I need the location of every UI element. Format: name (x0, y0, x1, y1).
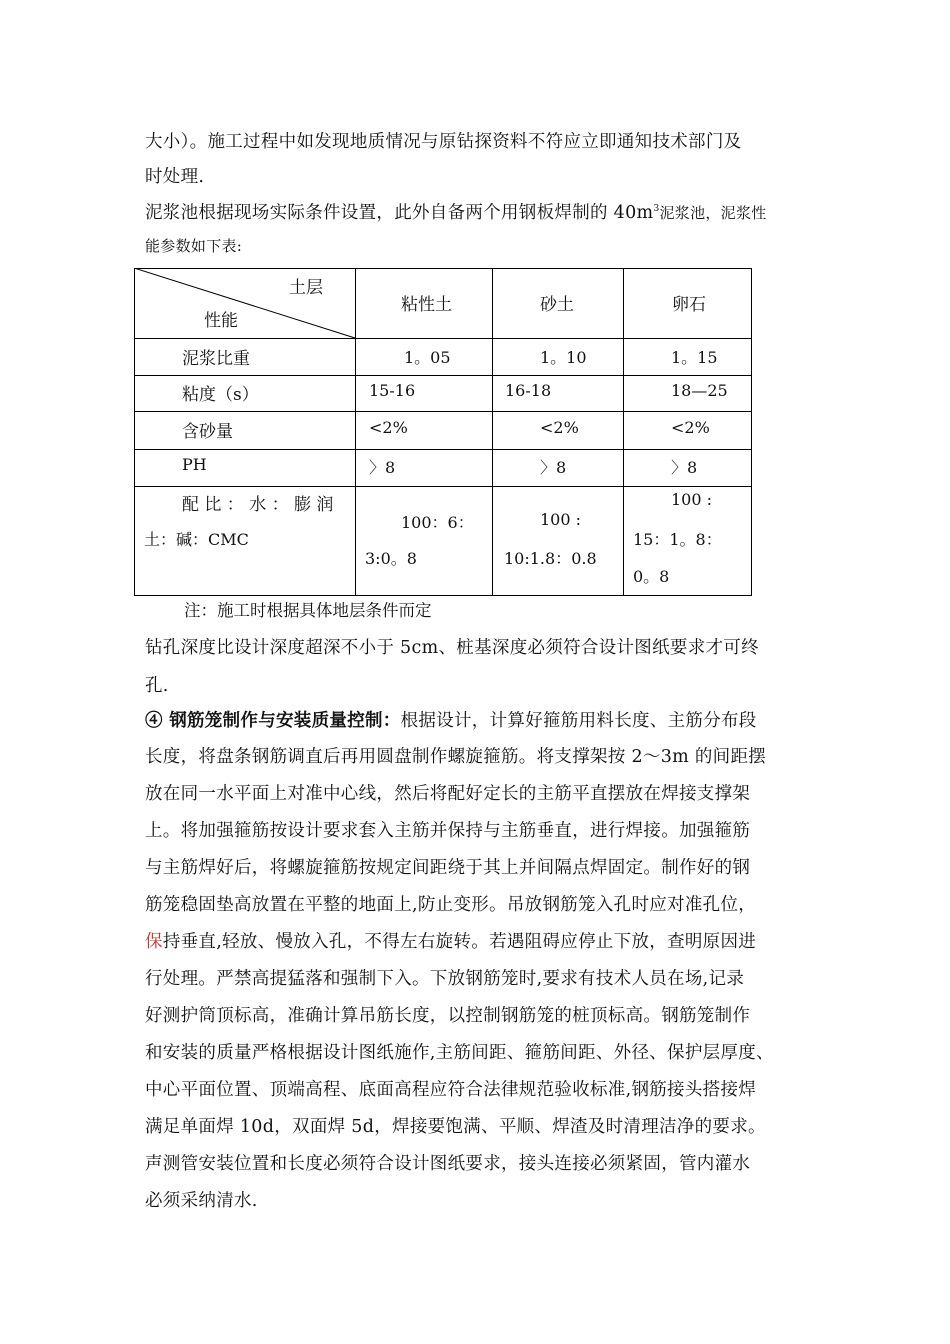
paragraph-line: 长度，将盘条钢筋调直后再用圆盘制作螺旋箍筋。将支撑架按 2～3m 的间距摆 (145, 747, 767, 767)
row-label: 泥浆比重 (182, 349, 250, 369)
paragraph-line: 上。将加强箍筋按设计要求套入主筋并保持与主筋垂直，进行焊接。加强箍筋 (145, 821, 751, 841)
paragraph-line: 大小）。施工过程中如发现地质情况与原钻探资料不符应立即通知技术部门及 (145, 132, 742, 152)
table-rule (134, 486, 752, 487)
paragraph-line (145, 707, 757, 732)
paragraph-line: 筋笼稳固垫高放置在平整的地面上,防止变形。吊放钢筋笼入孔时应对准孔位， (145, 895, 757, 915)
header-diag-bottom: 性能 (204, 311, 238, 331)
paragraph-line: 声测管安装位置和长度必须符合设计图纸要求，接头连接必须紧固，管内灌水 (145, 1154, 751, 1174)
table-rule (134, 375, 752, 376)
table-cell: 1。05 (404, 348, 451, 367)
paragraph-line: 行处理。严禁高提猛落和强制下入。下放钢筋笼时,要求有技术人员在场,记录 (145, 969, 745, 989)
row-label: 土：碱：CMC (144, 530, 249, 549)
table-cell: 15：1。8： (633, 530, 722, 549)
row-label: 含砂量 (182, 422, 233, 442)
table-cell: 3:0。8 (365, 549, 417, 568)
highlighted-char: 保 (145, 932, 163, 952)
table-rule (492, 268, 493, 596)
paragraph-line: 孔. (145, 676, 169, 696)
paragraph-line (145, 928, 756, 953)
paragraph-line: 与主筋焊好后，将螺旋箍筋按规定间距绕于其上并间隔点焊固定。制作好的钢 (145, 858, 751, 878)
row-label: 粘度（s） (182, 385, 259, 405)
section-heading: ④ 钢筋笼制作与安装质量控制： (145, 711, 401, 731)
table-note: 注：施工时根据具体地层条件而定 (184, 601, 432, 620)
paragraph-line: 和安装的质量严格根据设计图纸施作,主筋间距、箍筋间距、外径、保护层厚度、 (145, 1043, 774, 1063)
text-span: 泥浆池根据现场实际条件设置，此外自备两个用钢板焊制的 40m (145, 203, 654, 223)
column-header: 卵石 (672, 295, 706, 315)
column-header: 砂土 (540, 295, 574, 315)
table-cell: 16-18 (505, 381, 552, 400)
paragraph-line (145, 199, 767, 224)
table-cell: 18—25 (671, 381, 728, 400)
table-rule (134, 411, 752, 412)
paragraph-line: 好测护筒顶标高，准确计算吊筋长度，以控制钢筋笼的桩顶标高。钢筋笼制作 (145, 1006, 751, 1026)
table-cell: 10:1.8：0.8 (504, 549, 597, 568)
table-cell: <2% (540, 418, 579, 437)
table-cell: 〉8 (540, 458, 567, 477)
table-rule (751, 268, 752, 596)
table-cell: 〉8 (369, 458, 396, 477)
paragraph-line: 放在同一水平面上对准中心线，然后将配好定长的主筋平直摆放在焊接支撑架 (145, 784, 751, 804)
column-header: 粘性土 (401, 295, 452, 315)
text-span: 泥浆池，泥浆性 (659, 204, 767, 222)
table-rule (623, 268, 624, 596)
table-cell: 100：6： (401, 513, 474, 532)
row-label: 配 比 ： 水 ： 膨 润 (182, 495, 334, 515)
paragraph-line: 时处理. (145, 167, 205, 187)
superscript: 3 (653, 204, 660, 214)
paragraph-line: 钻孔深度比设计深度超深不小于 5cm、桩基深度必须符合设计图纸要求才可终 (145, 638, 759, 658)
table-cell: <2% (671, 418, 710, 437)
paragraph-line: 必须采纳清水. (145, 1191, 258, 1211)
text-span: 持垂直,轻放、慢放入孔，不得左右旋转。若遇阻碍应停止下放，查明原因进 (162, 932, 757, 952)
text-span: 根据设计，计算好箍筋用料长度、主筋分布段 (400, 711, 757, 731)
paragraph-line: 满足单面焊 10d，双面焊 5d，焊接要饱满、平顺、焊渣及时清理洁净的要求。 (145, 1117, 766, 1137)
table-rule (134, 595, 752, 596)
paragraph-line: 能参数如下表: (145, 237, 243, 255)
table-cell: 100 : (540, 510, 582, 529)
row-label: PH (182, 455, 207, 474)
table-cell: 〉8 (671, 458, 698, 477)
table-cell: <2% (369, 418, 408, 437)
paragraph-line: 中心平面位置、顶端高程、底面高程应符合法律规范验收标准,钢筋接头搭接焊 (145, 1080, 757, 1100)
table-rule (134, 449, 752, 450)
mud-properties-table (134, 268, 752, 596)
table-cell: 0。8 (633, 567, 670, 586)
header-diag-top: 土层 (289, 278, 323, 298)
table-cell: 1。15 (671, 348, 718, 367)
table-cell: 100 : (671, 490, 713, 509)
table-cell: 15-16 (369, 381, 416, 400)
table-cell: 1。10 (540, 348, 587, 367)
